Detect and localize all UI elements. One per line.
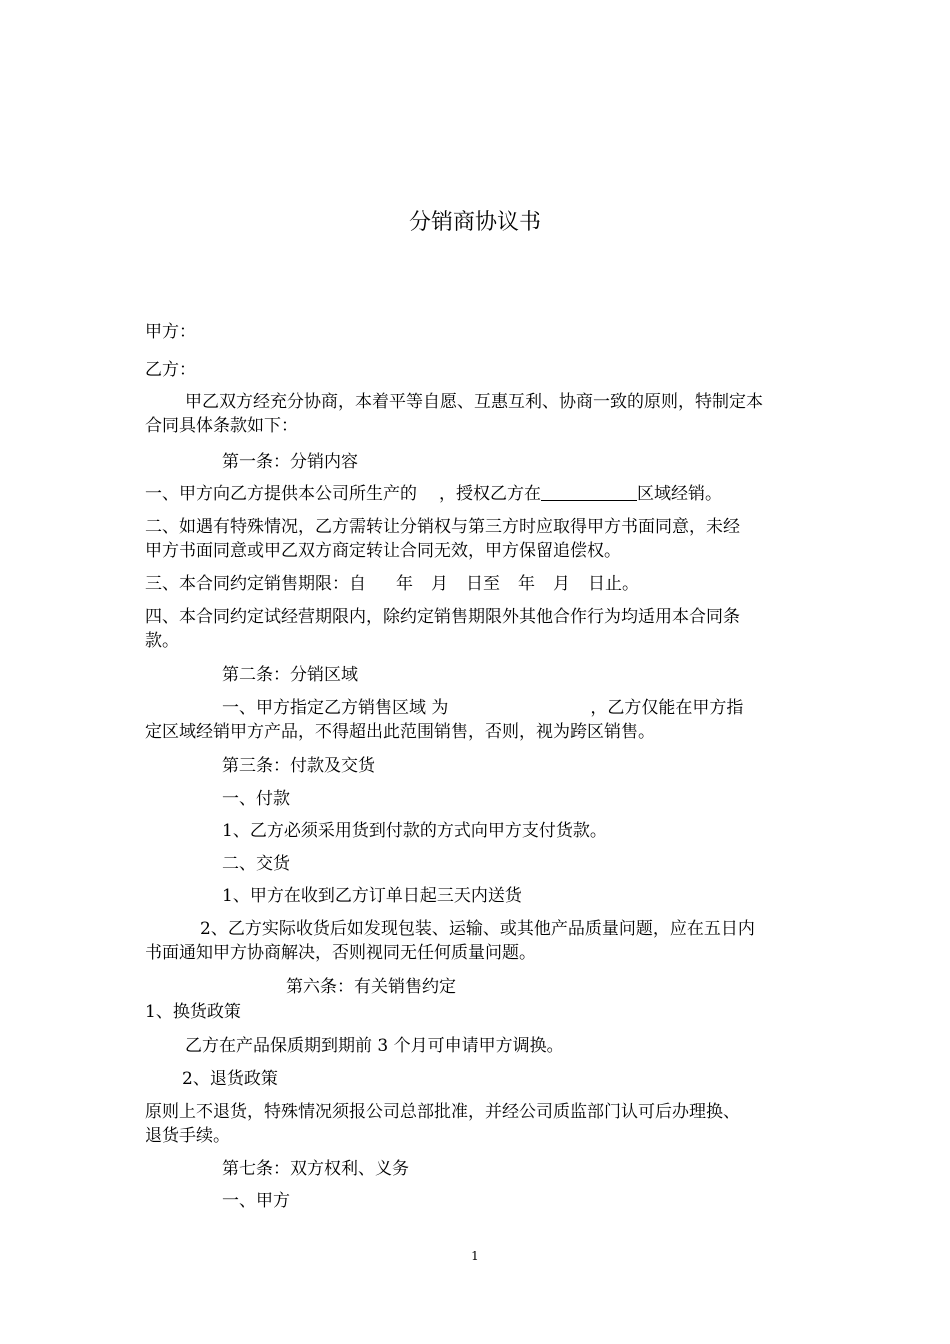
article-1-item-2-line-1: 二、如遇有特殊情况，乙方需转让分销权与第三方时应取得甲方书面同意，未经 xyxy=(145,517,740,537)
return-policy-heading: 2、退货政策 xyxy=(182,1069,278,1089)
article-7-heading: 第七条：双方权利、义务 xyxy=(222,1159,409,1179)
article-1-item-3 xyxy=(145,572,639,596)
blank-region-underline xyxy=(541,483,637,501)
term-year-start: 年 xyxy=(396,574,413,594)
article-1-item-1 xyxy=(145,482,722,506)
return-policy-line-2: 退货手续。 xyxy=(145,1126,230,1146)
article-2-item-1-part-2: ，乙方仅能在甲方指 xyxy=(590,698,744,718)
term-day-to: 日至 xyxy=(466,574,500,594)
payment-item-1: 1、乙方必须采用货到付款的方式向甲方支付货款。 xyxy=(222,821,607,841)
article-2-item-1-line-1 xyxy=(222,696,743,720)
article-2-item-1-line-2: 定区域经销甲方产品，不得超出此范围销售，否则，视为跨区销售。 xyxy=(145,722,655,742)
article-7-item-1: 一、甲方 xyxy=(222,1191,290,1211)
exchange-policy-text: 乙方在产品保质期到期前 3 个月可申请甲方调换。 xyxy=(185,1036,564,1056)
article-1-item-1-part-2: ，授权乙方在 xyxy=(439,484,541,504)
delivery-item-2-line-2: 书面通知甲方协商解决，否则视同无任何质量问题。 xyxy=(145,943,536,963)
delivery-heading: 二、交货 xyxy=(222,854,290,874)
term-month-start: 月 xyxy=(431,574,448,594)
article-1-heading: 第一条：分销内容 xyxy=(222,452,358,472)
article-6-heading: 第六条：有关销售约定 xyxy=(286,977,456,997)
preamble-line-2: 合同具体条款如下： xyxy=(145,416,298,436)
article-2-item-1-part-1: 一、甲方指定乙方销售区域 为 xyxy=(222,698,449,718)
article-1-item-4-line-1: 四、本合同约定试经营期限内，除约定销售期限外其他合作行为均适用本合同条 xyxy=(145,607,740,627)
return-policy-line-1: 原则上不退货，特殊情况须报公司总部批准，并经公司质监部门认可后办理换、 xyxy=(145,1102,740,1122)
party-a-label: 甲方： xyxy=(145,322,196,342)
page-number: 1 xyxy=(471,1249,479,1263)
term-day-end: 日止。 xyxy=(588,574,639,594)
payment-heading: 一、付款 xyxy=(222,789,290,809)
article-1-item-1-part-1: 一、甲方向乙方提供本公司所生产的 xyxy=(145,484,417,504)
term-from: 三、本合同约定销售期限：自 xyxy=(145,574,366,594)
document-title: 分销商协议书 xyxy=(408,210,541,235)
party-b-label: 乙方： xyxy=(145,360,196,380)
preamble-line-1: 甲乙双方经充分协商，本着平等自愿、互惠互利、协商一致的原则，特制定本 xyxy=(185,392,763,412)
article-3-heading: 第三条：付款及交货 xyxy=(222,756,375,776)
article-1-item-1-part-3: 区域经销。 xyxy=(637,484,722,504)
delivery-item-1: 1、甲方在收到乙方订单日起三天内送货 xyxy=(222,886,522,906)
article-1-item-4-line-2: 款。 xyxy=(145,631,179,651)
article-2-heading: 第二条：分销区域 xyxy=(222,665,358,685)
article-1-item-2-line-2: 甲方书面同意或甲乙双方商定转让合同无效，甲方保留追偿权。 xyxy=(145,541,621,561)
exchange-policy-heading: 1、换货政策 xyxy=(145,1002,241,1022)
term-year-end: 年 xyxy=(518,574,535,594)
term-month-end: 月 xyxy=(553,574,570,594)
delivery-item-2-line-1: 2、乙方实际收货后如发现包装、运输、或其他产品质量问题，应在五日内 xyxy=(200,919,755,939)
